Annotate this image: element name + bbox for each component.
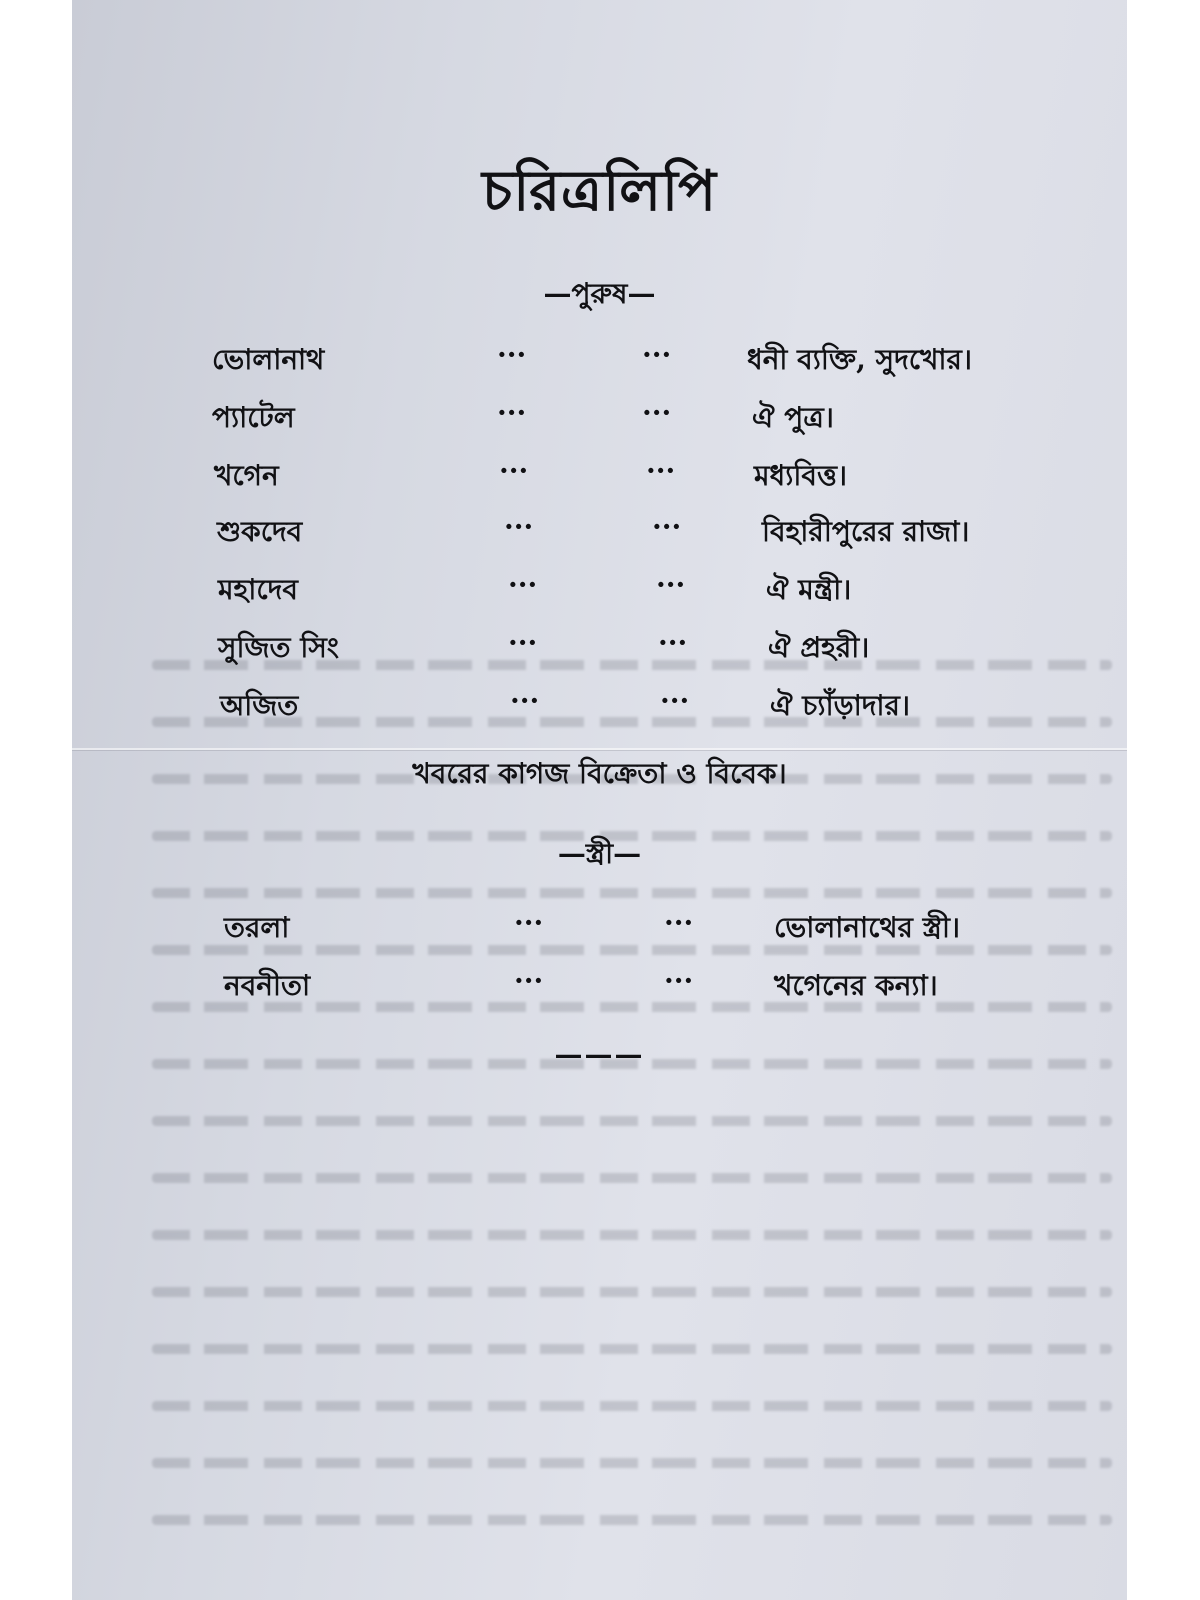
- character-description: ভোলানাথের স্ত্রী।: [774, 911, 960, 944]
- show-through-text: [152, 660, 1112, 1600]
- character-name: ভোলানাথ: [212, 343, 325, 376]
- character-description: ধনী ব্যক্তি, সুদখোর।: [747, 343, 972, 376]
- end-rule: ———: [554, 1038, 645, 1071]
- male-section-heading: —পুরুষ—: [543, 277, 656, 310]
- extra-characters-note: খবরের কাগজ বিক্রেতা ও বিবেক।: [412, 757, 787, 790]
- character-name: তরলা: [224, 911, 290, 944]
- character-name: মহাদেব: [218, 573, 298, 606]
- character-description: মধ্যবিত্ত।: [754, 459, 847, 492]
- character-name: প্যাটেল: [212, 401, 295, 434]
- character-name: অজিত: [220, 689, 299, 722]
- character-name: নবনীতা: [224, 969, 311, 1002]
- leader-dots: ···: [646, 454, 676, 487]
- book-page: [72, 0, 1127, 1600]
- female-section-heading: —স্ত্রী—: [557, 837, 642, 870]
- character-name: খগেন: [214, 459, 279, 492]
- leader-dots: ···: [497, 338, 527, 371]
- leader-dots: ···: [514, 906, 544, 939]
- leader-dots: ···: [508, 568, 538, 601]
- character-name: সুজিত সিং: [218, 631, 339, 664]
- leader-dots: ···: [508, 626, 538, 659]
- leader-dots: ···: [510, 684, 540, 717]
- character-description: ঐ পুত্র।: [752, 401, 834, 434]
- leader-dots: ···: [642, 396, 672, 429]
- leader-dots: ···: [658, 626, 688, 659]
- leader-dots: ···: [656, 568, 686, 601]
- leader-dots: ···: [664, 964, 694, 997]
- character-description: খগেনের কন্যা।: [774, 969, 938, 1002]
- leader-dots: ···: [499, 454, 529, 487]
- character-description: ঐ প্রহরী।: [768, 631, 870, 664]
- character-description: ঐ মন্ত্রী।: [766, 573, 852, 606]
- leader-dots: ···: [497, 396, 527, 429]
- leader-dots: ···: [652, 510, 682, 543]
- page-title: চরিত্রলিপি: [482, 158, 717, 224]
- page-fold-crease: [72, 748, 1127, 750]
- character-description: ঐ চ্যাঁড়াদার।: [770, 689, 910, 722]
- leader-dots: ···: [664, 906, 694, 939]
- character-name: শুকদেব: [217, 515, 303, 548]
- leader-dots: ···: [642, 338, 672, 371]
- leader-dots: ···: [504, 510, 534, 543]
- character-description: বিহারীপুরের রাজা।: [762, 515, 970, 548]
- leader-dots: ···: [660, 684, 690, 717]
- leader-dots: ···: [514, 964, 544, 997]
